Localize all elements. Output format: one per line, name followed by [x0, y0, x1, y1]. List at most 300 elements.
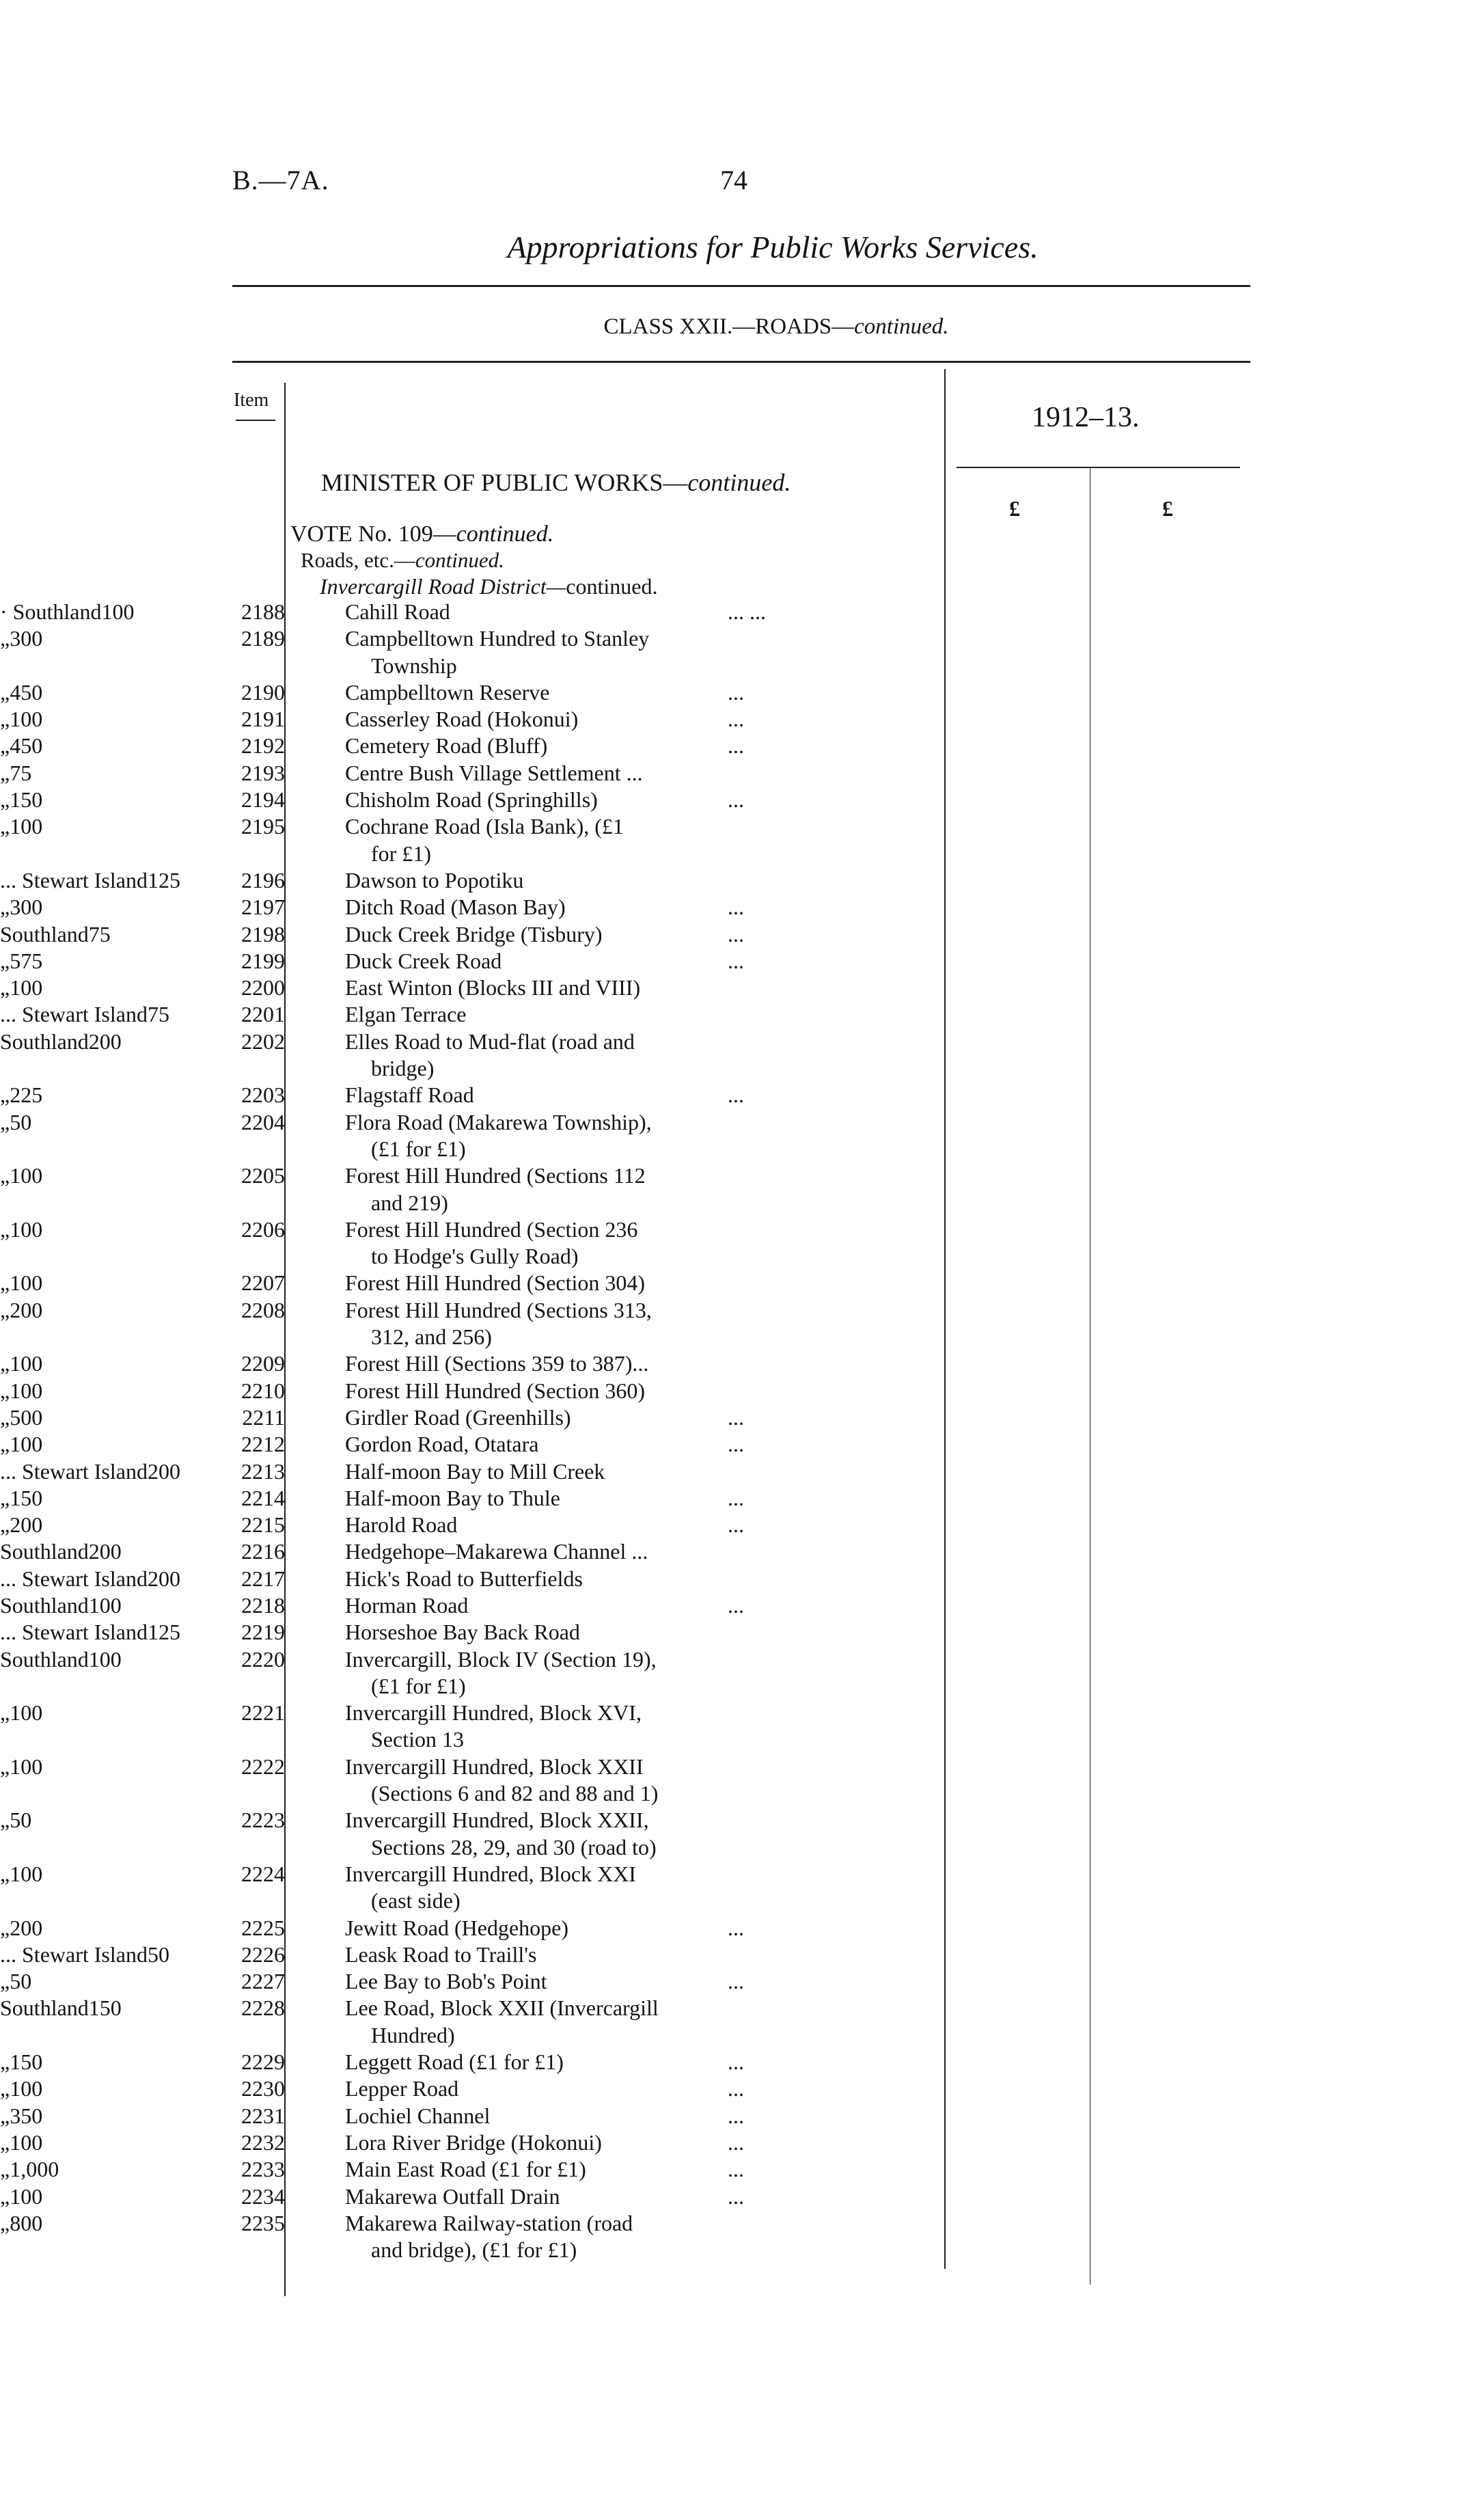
table-row	[0, 1915, 1484, 1942]
item-description: (Sections 6 and 82 and 88 and 1)	[371, 1781, 659, 1806]
vote-heading-suffix: continued.	[456, 521, 554, 547]
item-number: 2211	[242, 1404, 285, 1430]
roads-heading-main: Roads, etc.—	[301, 548, 415, 572]
amount-value: 200	[88, 1539, 122, 1564]
amount-value: 100	[88, 1646, 122, 1672]
leader-dots: ...	[728, 1082, 744, 1108]
item-description: Invercargill Hundred, Block XXII	[345, 1754, 644, 1779]
county-name: „	[0, 1915, 10, 1940]
leader-dots: ...	[728, 733, 744, 759]
table-row	[0, 1726, 1484, 1753]
item-description: Half-moon Bay to Mill Creek	[345, 1458, 605, 1484]
county-name: „	[0, 1082, 10, 1108]
table-row	[0, 1538, 1484, 1565]
item-description: bridge)	[371, 1056, 435, 1081]
roads-heading-suffix: continued.	[415, 548, 504, 572]
table-row	[0, 2049, 1484, 2075]
item-description: Elgan Terrace	[345, 1002, 467, 1027]
table-row	[0, 1458, 1484, 1485]
leader-dots: ...	[728, 2103, 744, 2128]
leader-dots: ... ...	[728, 599, 766, 624]
item-description: Casserley Road (Hokonui)	[345, 707, 579, 732]
table-row	[0, 679, 1484, 706]
district-heading-main: Invercargill Road District—	[320, 574, 566, 599]
county-name: ... Stewart Island	[0, 867, 148, 893]
vote-heading	[290, 521, 553, 547]
item-description: Ditch Road (Mason Bay)	[345, 895, 566, 920]
leader-dots: ...	[728, 2183, 744, 2209]
amount-value: 200	[147, 1458, 180, 1484]
item-description: Invercargill Hundred, Block XXI	[345, 1861, 636, 1886]
amount-value: 50	[10, 1808, 32, 1833]
item-description: Makarewa Railway-station (road	[345, 2210, 633, 2235]
item-description: Duck Creek Bridge (Tisbury)	[345, 921, 603, 946]
item-number: 2218	[241, 1592, 285, 1618]
leader-dots: ...	[728, 1404, 744, 1430]
item-number: 2196	[241, 867, 285, 893]
item-description: East Winton (Blocks III and VIII)	[345, 975, 641, 1000]
table-row	[0, 625, 1484, 652]
leader-dots: ...	[728, 707, 744, 732]
county-name: „	[0, 1969, 10, 1994]
item-description: Invercargill Hundred, Block XVI,	[345, 1700, 642, 1726]
amount-value: 100	[10, 1216, 43, 1242]
amount-value: 575	[10, 948, 43, 973]
table-row	[0, 733, 1484, 759]
item-description: (£1 for £1)	[371, 1673, 466, 1698]
leader-dots: ...	[728, 2076, 744, 2101]
item-number: 2235	[241, 2210, 285, 2235]
table-row	[0, 2156, 1484, 2183]
county-name: „	[0, 2103, 10, 2128]
item-number: 2201	[241, 1002, 285, 1027]
table-row	[0, 1942, 1484, 1968]
minister-heading-main: MINISTER OF PUBLIC WORKS—	[321, 469, 688, 496]
table-row	[0, 1190, 1484, 1216]
amount-value: 75	[147, 1002, 169, 1027]
item-description: Flora Road (Makarewa Township),	[345, 1109, 652, 1134]
table-row	[0, 1055, 1484, 1082]
item-description: and 219)	[371, 1190, 448, 1215]
amount-value: 100	[10, 2129, 43, 2155]
amount-value: 100	[10, 1700, 43, 1726]
item-description: Sections 28, 29, and 30 (road to)	[371, 1834, 657, 1859]
table-row	[0, 1216, 1484, 1243]
amount-value: 100	[10, 707, 43, 732]
county-name: „	[0, 1700, 10, 1726]
item-number: 2207	[241, 1270, 285, 1296]
item-description: Invercargill Hundred, Block XXII,	[345, 1808, 649, 1833]
item-description: Hick's Road to Butterfields	[345, 1566, 583, 1591]
table-row	[0, 1592, 1484, 1619]
item-description: Girdler Road (Greenhills)	[345, 1404, 571, 1430]
table-row	[0, 1378, 1484, 1404]
item-number: 2195	[241, 814, 285, 839]
item-description: for £1)	[371, 841, 431, 866]
item-description: Forest Hill Hundred (Section 236	[345, 1216, 638, 1242]
leader-dots: ...	[728, 1432, 744, 1457]
leader-dots: ...	[728, 921, 744, 946]
amount-value: 100	[88, 1592, 122, 1618]
county-name: ... Stewart Island	[0, 1458, 148, 1484]
pound-right-header: £	[1162, 496, 1173, 521]
table-row	[0, 1754, 1484, 1780]
item-description: Cochrane Road (Isla Bank), (£1	[345, 814, 624, 839]
item-number: 2230	[241, 2076, 285, 2101]
amount-value: 100	[10, 1378, 43, 1403]
appropriation-table	[0, 599, 1484, 2263]
item-description: Chisholm Road (Springhills)	[345, 787, 598, 813]
item-description: Lora River Bridge (Hokonui)	[345, 2129, 602, 2155]
item-description: Forest Hill Hundred (Section 304)	[345, 1270, 646, 1296]
county-name: „	[0, 2157, 10, 2182]
amount-value: 450	[10, 679, 43, 705]
county-name: „	[0, 1808, 10, 1833]
district-heading-suffix: continued.	[566, 574, 658, 599]
table-row	[0, 2210, 1484, 2237]
item-number: 2225	[241, 1915, 285, 1940]
item-number: 2198	[241, 921, 285, 946]
item-number: 2202	[241, 1028, 285, 1054]
county-name: „	[0, 2049, 10, 2075]
amount-value: 350	[10, 2103, 43, 2128]
item-description: Harold Road	[345, 1512, 458, 1538]
table-row	[0, 2022, 1484, 2049]
leader-dots: ...	[728, 948, 744, 973]
table-row	[0, 1109, 1484, 1136]
item-description: Hedgehope–Makarewa Channel ...	[345, 1539, 648, 1564]
item-description: Duck Creek Road	[345, 948, 502, 973]
county-name: „	[0, 760, 10, 785]
table-row	[0, 1780, 1484, 1807]
amount-value: 100	[10, 2076, 43, 2101]
table-row	[0, 1350, 1484, 1377]
county-name: „	[0, 2129, 10, 2155]
amount-value: 300	[10, 626, 43, 651]
leader-dots: ...	[728, 787, 744, 813]
table-row	[0, 867, 1484, 894]
item-number: 2210	[241, 1378, 285, 1403]
table-row	[0, 1485, 1484, 1512]
item-description: (east side)	[371, 1888, 461, 1913]
amount-value: 150	[10, 2049, 43, 2075]
item-header-underline	[236, 420, 275, 421]
amount-value: 1,000	[10, 2157, 59, 2182]
amount-value: 100	[10, 1754, 43, 1779]
leader-dots: ...	[728, 1969, 744, 1994]
county-name: „	[0, 814, 10, 839]
leader-dots: ...	[728, 2157, 744, 2182]
amount-value: 200	[88, 1028, 122, 1054]
item-number: 2192	[241, 733, 285, 759]
leader-dots: ...	[728, 1512, 744, 1538]
table-row	[0, 1243, 1484, 1270]
item-number: 2190	[241, 679, 285, 705]
county-name: „	[0, 679, 10, 705]
item-number: 2199	[241, 948, 285, 973]
item-number: 2216	[241, 1539, 285, 1564]
item-number: 2188	[241, 599, 285, 624]
item-number: 2203	[241, 1082, 285, 1108]
title-rule	[232, 285, 1250, 287]
item-description: Leask Road to Traill's	[345, 1942, 537, 1967]
item-number: 2234	[241, 2183, 285, 2209]
leader-dots: ...	[728, 1915, 744, 1940]
county-name: „	[0, 1512, 10, 1538]
item-description: Forest Hill Hundred (Sections 313,	[345, 1297, 652, 1322]
item-number: 2227	[241, 1969, 285, 1994]
county-name: Southland	[0, 1539, 89, 1564]
table-row	[0, 1995, 1484, 2021]
table-row	[0, 1001, 1484, 1028]
county-name: „	[0, 1754, 10, 1779]
item-description: Cahill Road	[345, 599, 450, 624]
minister-heading	[321, 468, 791, 497]
amount-value: 200	[10, 1512, 43, 1538]
amount-value: 300	[10, 895, 43, 920]
county-name: „	[0, 2076, 10, 2101]
item-description: Horman Road	[345, 1592, 469, 1618]
document-reference: B.—7A.	[232, 165, 329, 195]
amount-value: 800	[10, 2210, 43, 2235]
item-number: 2205	[241, 1163, 285, 1188]
item-description: Flagstaff Road	[345, 1082, 474, 1108]
item-description: Elles Road to Mud-flat (road and	[345, 1028, 635, 1054]
item-number: 2209	[241, 1351, 285, 1376]
amount-value: 125	[147, 867, 180, 893]
item-description: Leggett Road (£1 for £1)	[345, 2049, 564, 2075]
item-column-header: Item	[234, 390, 269, 411]
leader-dots: ...	[728, 1592, 744, 1618]
table-top-rule	[232, 361, 1250, 363]
item-description: Jewitt Road (Hedgehope)	[345, 1915, 569, 1940]
table-row	[0, 599, 1484, 625]
county-name: „	[0, 1270, 10, 1296]
county-name: „	[0, 1485, 10, 1510]
table-row	[0, 2183, 1484, 2210]
table-row	[0, 1566, 1484, 1592]
year-column-header: 1912–13.	[1032, 402, 1140, 433]
page-number: 74	[720, 165, 747, 195]
table-row	[0, 1082, 1484, 1108]
leader-dots: ...	[728, 679, 744, 705]
county-name: „	[0, 2210, 10, 2235]
table-row	[0, 2129, 1484, 2156]
item-description: Campbelltown Reserve	[345, 679, 550, 705]
table-row	[0, 1324, 1484, 1350]
table-row	[0, 1700, 1484, 1726]
amount-value: 150	[88, 1995, 122, 2021]
item-description: Dawson to Popotiku	[345, 867, 524, 893]
item-description: Makarewa Outfall Drain	[345, 2183, 560, 2209]
item-description: Invercargill, Block IV (Section 19),	[345, 1646, 657, 1672]
table-row	[0, 1861, 1484, 1888]
table-row	[0, 1270, 1484, 1296]
table-row	[0, 813, 1484, 840]
amount-value: 100	[10, 975, 43, 1000]
item-number: 2215	[241, 1512, 285, 1538]
county-name: Southland	[0, 1646, 89, 1672]
item-description: Forest Hill Hundred (Sections 112	[345, 1163, 646, 1188]
vote-heading-main: VOTE No. 109—	[290, 521, 456, 547]
item-number: 2213	[241, 1458, 285, 1484]
county-name: „	[0, 1861, 10, 1886]
table-row	[0, 975, 1484, 1001]
pound-left-header: £	[1009, 496, 1020, 521]
item-number: 2212	[241, 1432, 285, 1457]
item-description: 312, and 256)	[371, 1324, 492, 1350]
item-number: 2219	[241, 1620, 285, 1645]
county-name: Southland	[0, 921, 89, 946]
item-number: 2194	[241, 787, 285, 813]
table-row	[0, 1162, 1484, 1189]
amount-value: 500	[10, 1404, 43, 1430]
table-row	[0, 921, 1484, 948]
table-row	[0, 1646, 1484, 1673]
item-number: 2206	[241, 1216, 285, 1242]
county-name: „	[0, 1351, 10, 1376]
county-name: „	[0, 1163, 10, 1188]
item-number: 2232	[241, 2129, 285, 2155]
leader-dots: ...	[728, 895, 744, 920]
county-name: „	[0, 948, 10, 973]
amount-value: 200	[10, 1915, 43, 1940]
item-description: (£1 for £1)	[371, 1136, 466, 1161]
table-row	[0, 1028, 1484, 1055]
item-description: Gordon Road, Otatara	[345, 1432, 539, 1457]
item-description: Lee Road, Block XXII (Invercargill	[345, 1995, 659, 2021]
county-name: „	[0, 1216, 10, 1242]
leader-dots: ...	[728, 2049, 744, 2075]
leader-dots: ...	[728, 2129, 744, 2155]
amount-value: 125	[147, 1620, 180, 1645]
table-row	[0, 841, 1484, 867]
table-row	[0, 1968, 1484, 1995]
item-description: Hundred)	[371, 2022, 455, 2047]
item-description: Horseshoe Bay Back Road	[345, 1620, 580, 1645]
county-name: Southland	[0, 1592, 89, 1618]
item-number: 2204	[241, 1109, 285, 1134]
amount-value: 200	[147, 1566, 180, 1591]
item-number: 2226	[241, 1942, 285, 1967]
amount-value: 200	[10, 1297, 43, 1322]
amount-value: 150	[10, 787, 43, 813]
item-number: 2220	[241, 1646, 285, 1672]
item-description: Forest Hill (Sections 359 to 387)...	[345, 1351, 649, 1376]
county-name: „	[0, 1404, 10, 1430]
item-number: 2224	[241, 1861, 285, 1886]
item-number: 2197	[241, 895, 285, 920]
item-description: Lepper Road	[345, 2076, 459, 2101]
item-number: 2221	[241, 1700, 285, 1726]
table-row	[0, 787, 1484, 813]
amount-value: 100	[10, 2183, 43, 2209]
item-number: 2208	[241, 1297, 285, 1322]
amount-value: 75	[10, 760, 32, 785]
county-name: · Southland	[0, 599, 102, 624]
item-number: 2193	[241, 760, 285, 785]
amount-value: 150	[10, 1485, 43, 1510]
table-row	[0, 1431, 1484, 1458]
item-description: Lochiel Channel	[345, 2103, 491, 2128]
table-row	[0, 653, 1484, 679]
county-name: „	[0, 1297, 10, 1322]
county-name: „	[0, 975, 10, 1000]
amount-value: 50	[10, 1969, 32, 1994]
item-number: 2200	[241, 975, 285, 1000]
county-name: „	[0, 733, 10, 759]
table-row	[0, 2237, 1484, 2263]
item-number: 2233	[241, 2157, 285, 2182]
year-header-rule	[957, 467, 1240, 468]
class-heading-suffix: continued.	[854, 314, 949, 339]
item-number: 2217	[241, 1566, 285, 1591]
item-description: to Hodge's Gully Road)	[371, 1244, 579, 1269]
item-number: 2229	[241, 2049, 285, 2075]
leader-dots: ...	[728, 1485, 744, 1510]
table-row	[0, 2075, 1484, 2102]
table-row	[0, 948, 1484, 975]
table-row	[0, 760, 1484, 787]
county-name: Southland	[0, 1028, 89, 1054]
amount-value: 100	[10, 1163, 43, 1188]
item-number: 2228	[241, 1995, 285, 2021]
table-row	[0, 1297, 1484, 1324]
table-row	[0, 2103, 1484, 2129]
amount-value: 450	[10, 733, 43, 759]
amount-value: 50	[147, 1942, 169, 1967]
item-description: Main East Road (£1 for £1)	[345, 2157, 586, 2182]
county-name: „	[0, 1109, 10, 1134]
county-name: ... Stewart Island	[0, 1002, 148, 1027]
table-row	[0, 1512, 1484, 1538]
class-heading	[0, 314, 1484, 340]
table-row	[0, 706, 1484, 733]
amount-value: 75	[88, 921, 111, 946]
county-name: „	[0, 707, 10, 732]
county-name: ... Stewart Island	[0, 1566, 148, 1591]
table-row	[0, 894, 1484, 921]
item-description: Section 13	[371, 1727, 464, 1752]
page-title: Appropriations for Public Works Services.	[507, 230, 1039, 264]
roads-heading	[301, 548, 504, 573]
table-row	[0, 1834, 1484, 1861]
item-description: and bridge), (£1 for £1)	[371, 2237, 577, 2263]
district-heading	[320, 574, 657, 599]
item-number: 2223	[241, 1808, 285, 1833]
amount-value: 100	[10, 1861, 43, 1886]
item-description: Campbelltown Hundred to Stanley	[345, 626, 650, 651]
county-name: ... Stewart Island	[0, 1942, 148, 1967]
county-name: „	[0, 1432, 10, 1457]
county-name: „	[0, 895, 10, 920]
table-row	[0, 1807, 1484, 1834]
amount-value: 100	[101, 599, 135, 624]
item-number: 2214	[241, 1485, 285, 1510]
class-heading-main: CLASS XXII.—ROADS—	[603, 314, 855, 339]
item-number: 2189	[241, 626, 285, 651]
county-name: „	[0, 2183, 10, 2209]
item-description: Half-moon Bay to Thule	[345, 1485, 560, 1510]
item-description: Lee Bay to Bob's Point	[345, 1969, 547, 1994]
table-row	[0, 1673, 1484, 1700]
item-description: Township	[371, 653, 457, 678]
amount-value: 100	[10, 1351, 43, 1376]
county-name: „	[0, 626, 10, 651]
item-number: 2191	[241, 707, 285, 732]
table-row	[0, 1404, 1484, 1431]
amount-value: 225	[10, 1082, 43, 1108]
